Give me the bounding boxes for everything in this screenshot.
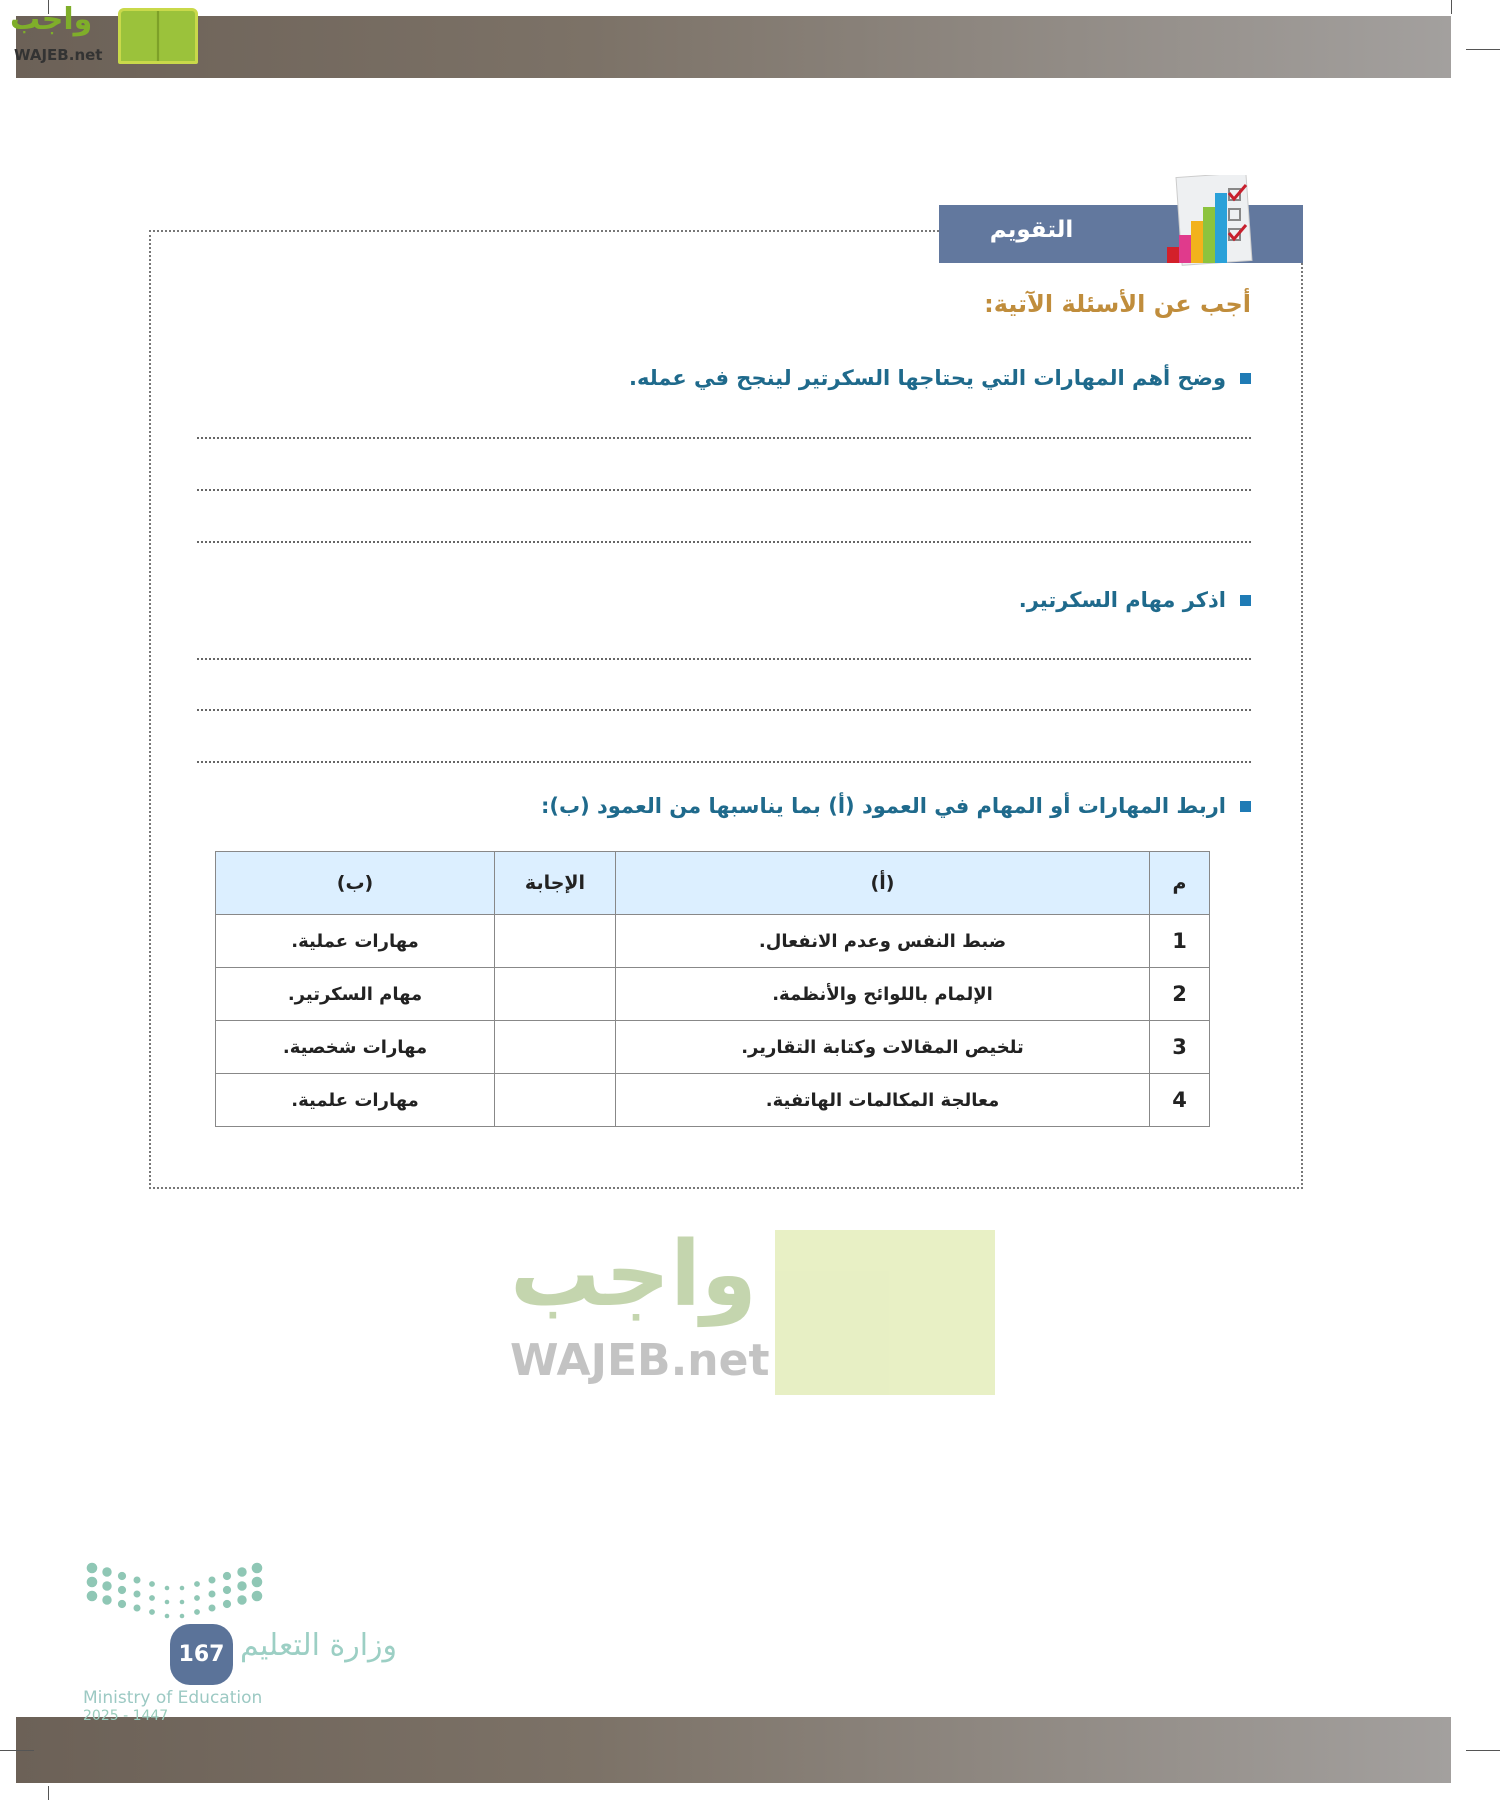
- cell-a: الإلمام باللوائح والأنظمة.: [616, 968, 1150, 1021]
- logo-dot: [134, 1577, 141, 1584]
- header-column-b: (ب): [216, 852, 495, 915]
- row-number: 1: [1150, 915, 1210, 968]
- bullet-icon: [1240, 373, 1251, 384]
- answer-cell[interactable]: [495, 1074, 616, 1127]
- checklist-chart-icon: [1159, 175, 1259, 267]
- logo-dot: [118, 1600, 126, 1608]
- question-text: اربط المهارات أو المهام في العمود (أ) بما يناسبها من العمود (ب):: [540, 794, 1226, 818]
- page-number: 167: [170, 1624, 233, 1685]
- answer-line[interactable]: [197, 761, 1251, 763]
- cell-b: مهارات علمية.: [216, 1074, 495, 1127]
- instruction: أجب عن الأسئلة الآتية:: [984, 290, 1251, 318]
- logo-dot: [180, 1600, 185, 1605]
- watermark-latin: WAJEB.net: [510, 1335, 770, 1386]
- logo-dot: [87, 1591, 98, 1602]
- answer-cell[interactable]: [495, 968, 616, 1021]
- cell-b: مهارات عملية.: [216, 915, 495, 968]
- logo-dot: [118, 1572, 126, 1580]
- logo-dot: [149, 1581, 155, 1587]
- ministry-logo: [80, 1562, 398, 1724]
- logo-dot: [194, 1581, 200, 1587]
- question-2: [1019, 588, 1251, 612]
- row-number: 2: [1150, 968, 1210, 1021]
- cell-b: مهام السكرتير.: [216, 968, 495, 1021]
- wajeb-logo: [10, 2, 190, 72]
- crop-mark: [48, 1786, 49, 1800]
- answer-line[interactable]: [197, 541, 1251, 543]
- question-1: [629, 366, 1251, 390]
- logo-dot: [223, 1600, 231, 1608]
- logo-arabic: واجب: [10, 2, 93, 37]
- top-banner: [16, 16, 1451, 78]
- crop-mark: [1466, 1750, 1500, 1751]
- watermark: [500, 1222, 1000, 1400]
- logo-dot: [209, 1591, 216, 1598]
- answer-line[interactable]: [197, 658, 1251, 660]
- logo-dot: [252, 1591, 263, 1602]
- logo-latin: WAJEB.net: [14, 46, 103, 64]
- table-row: [216, 1021, 1210, 1074]
- question-text: وضح أهم المهارات التي يحتاجها السكرتير لينجح في عمله.: [628, 366, 1226, 390]
- header-column-a: (أ): [616, 852, 1150, 915]
- logo-dot: [134, 1591, 141, 1598]
- logo-dot: [102, 1595, 111, 1604]
- cell-a: تلخيص المقالات وكتابة التقارير.: [616, 1021, 1150, 1074]
- logo-dot: [209, 1577, 216, 1584]
- section-header: [939, 205, 1303, 263]
- logo-dot: [165, 1614, 170, 1619]
- cell-a: ضبط النفس وعدم الانفعال.: [616, 915, 1150, 968]
- matching-table: [215, 851, 1210, 1127]
- table-row: [216, 915, 1210, 968]
- bottom-banner: [16, 1717, 1451, 1783]
- logo-dot: [237, 1567, 246, 1576]
- crop-mark: [1466, 49, 1500, 50]
- cell-b: مهارات شخصية.: [216, 1021, 495, 1074]
- logo-dot: [165, 1586, 170, 1591]
- answer-line[interactable]: [197, 709, 1251, 711]
- logo-dot: [134, 1605, 141, 1612]
- question-3: [541, 794, 1251, 818]
- answer-cell[interactable]: [495, 1021, 616, 1074]
- logo-dot: [149, 1609, 155, 1615]
- logo-dot: [165, 1600, 170, 1605]
- bullet-icon: [1240, 801, 1251, 812]
- question-text: اذكر مهام السكرتير.: [1018, 588, 1226, 612]
- ministry-name-en: Ministry of Education: [83, 1688, 263, 1708]
- logo-dot: [194, 1595, 200, 1601]
- edition-year: 2025 - 1447: [83, 1708, 169, 1724]
- logo-dot: [149, 1595, 155, 1601]
- table-header: [216, 852, 1210, 915]
- logo-dot: [102, 1567, 111, 1576]
- row-number: 3: [1150, 1021, 1210, 1074]
- logo-dot: [194, 1609, 200, 1615]
- cell-a: معالجة المكالمات الهاتفية.: [616, 1074, 1150, 1127]
- book-icon: [118, 8, 198, 64]
- logo-dot: [237, 1595, 246, 1604]
- answer-line[interactable]: [197, 489, 1251, 491]
- answer-line[interactable]: [197, 437, 1251, 439]
- row-number: 4: [1150, 1074, 1210, 1127]
- crop-mark: [0, 1750, 34, 1751]
- book-icon: [775, 1230, 995, 1395]
- ministry-name-ar: وزارة التعليم: [240, 1628, 398, 1663]
- logo-dot: [180, 1614, 185, 1619]
- section-title: التقويم: [989, 217, 1074, 243]
- table-row: [216, 1074, 1210, 1127]
- answer-cell[interactable]: [495, 915, 616, 968]
- ministry-dots-icon: [84, 1562, 264, 1632]
- logo-dot: [223, 1572, 231, 1580]
- logo-dot: [118, 1586, 126, 1594]
- logo-dot: [102, 1581, 111, 1590]
- logo-dot: [252, 1563, 263, 1574]
- logo-dot: [180, 1586, 185, 1591]
- logo-dot: [87, 1577, 98, 1588]
- crop-mark: [1451, 0, 1452, 14]
- header-answer: الإجابة: [495, 852, 616, 915]
- watermark-arabic: واجب: [510, 1222, 757, 1327]
- bullet-icon: [1240, 595, 1251, 606]
- header-number: م: [1150, 852, 1210, 915]
- logo-dot: [209, 1605, 216, 1612]
- table-row: [216, 968, 1210, 1021]
- logo-dot: [252, 1577, 263, 1588]
- logo-dot: [87, 1563, 98, 1574]
- logo-dot: [237, 1581, 246, 1590]
- logo-dot: [223, 1586, 231, 1594]
